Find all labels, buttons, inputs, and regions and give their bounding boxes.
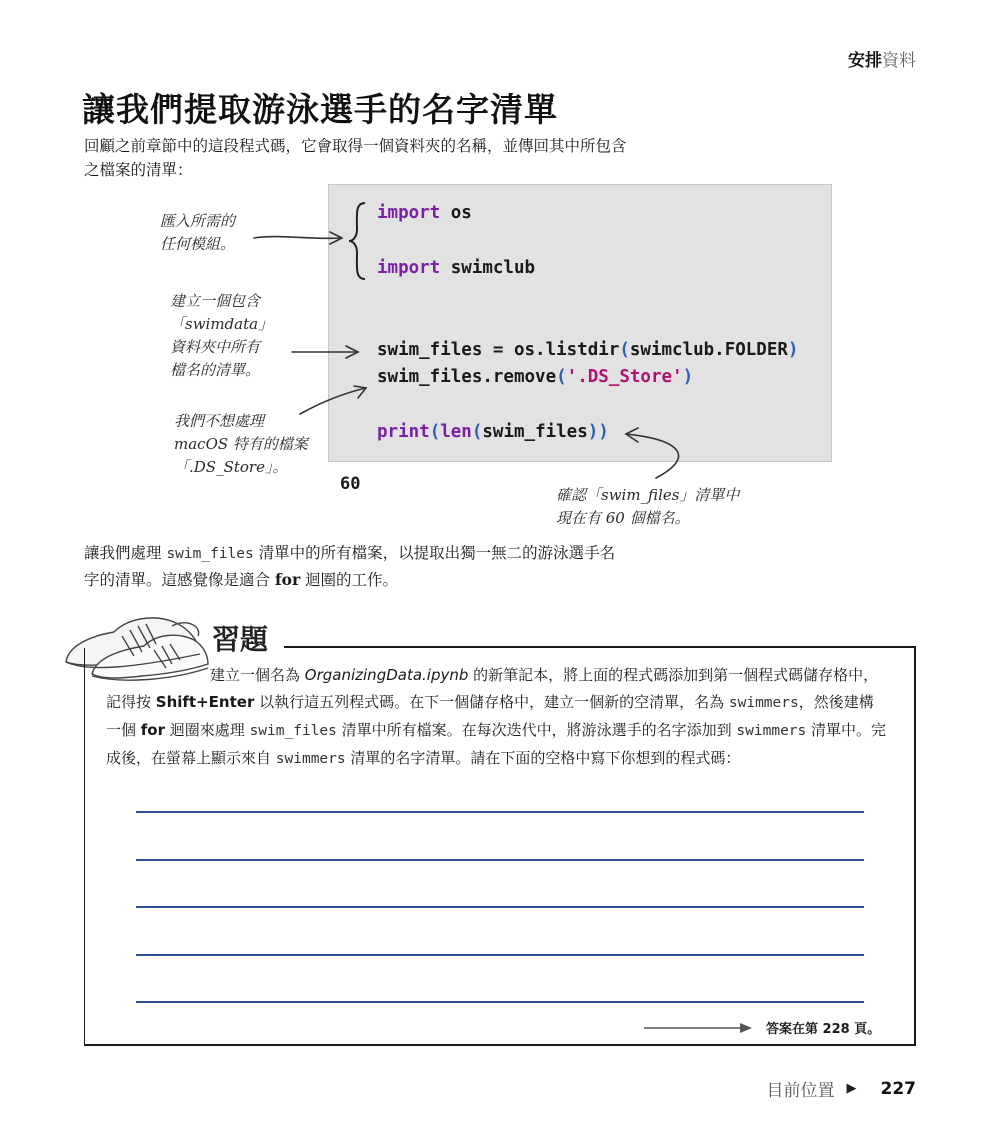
annotation-listdir: 建立一個包含 「swimdata」 資料夾中所有 檔名的清單。 (170, 292, 274, 379)
code-line-import-swimclub: import swimclub (377, 258, 536, 278)
section-name-light: 資料 (882, 51, 916, 71)
page-footer (767, 1076, 917, 1101)
arrow-to-imports (254, 237, 340, 239)
annotation-dsstore: 我們不想處理 macOS 特有的檔案 「.DS_Store」。 (174, 412, 308, 476)
code-line-print: print(len(swim_files)) (377, 422, 609, 442)
answer-reference (644, 1018, 880, 1037)
arrow-to-remove (300, 388, 366, 414)
answer-write-line[interactable] (136, 906, 864, 908)
annotation-file-count: 確認「swim_files」清單中 現在有 60 個檔名。 (556, 486, 740, 527)
arrow-to-print (626, 434, 679, 478)
answer-write-line[interactable] (136, 1001, 864, 1003)
explanation-line-2: 字的清單。這感覺像是適合 for 迴圈的工作。 (84, 570, 399, 589)
play-triangle-icon: ▶ (846, 1081, 857, 1096)
explanation-paragraph (84, 540, 724, 593)
code-output: 60 (340, 474, 361, 494)
page-number: 227 (880, 1078, 916, 1099)
intro-line-2: 之檔案的清單： (84, 161, 193, 179)
footer-location: 目前位置 (766, 1081, 835, 1101)
exercise-instructions: 建立一個名為 OrganizingData.ipynb 的新筆記本，將上面的程式碼添加到第一個程式碼儲存格中，記得按 Shift+Enter 以執行這五列程式碼。在下一個儲存格中，建立一個新的空清單，名為 swimmers，然後建構一個 for 迴圈來處理 swim_files 清單中所有檔案。在每次迭代中，將游泳選手的名字添加到 swimmers 清單中。完成後，在螢幕上顯示來自 swimmers 清單的名字清單。請在下面的空格中寫下你想到的程式碼： (106, 666, 887, 767)
answer-write-line[interactable] (136, 954, 864, 956)
code-line-listdir: swim_files = os.listdir(swimclub.FOLDER) (377, 340, 799, 360)
explanation-line-1: 讓我們處理 swim_files 清單中的所有檔案，以提取出獨一無二的游泳選手名 (84, 544, 616, 562)
intro-line-1: 回顧之前章節中的這段程式碼，它會取得一個資料夾的名稱，並傳回其中所包含 (84, 137, 627, 155)
code-line-import-os: import os (377, 203, 472, 223)
arrow-right-icon (644, 1022, 754, 1034)
page-title: 讓我們提取游泳選手的名字清單 (82, 90, 558, 129)
exercise-title: 習題 (212, 623, 269, 656)
answer-reference-text: 答案在第 228 頁。 (766, 1022, 881, 1037)
section-name-strong: 安排 (848, 51, 882, 71)
answer-write-line[interactable] (136, 859, 864, 861)
answer-write-line[interactable] (136, 811, 864, 813)
code-line-remove: swim_files.remove('.DS_Store') (377, 367, 694, 387)
annotation-imports: 匯入所需的 任何模組。 (160, 212, 236, 253)
